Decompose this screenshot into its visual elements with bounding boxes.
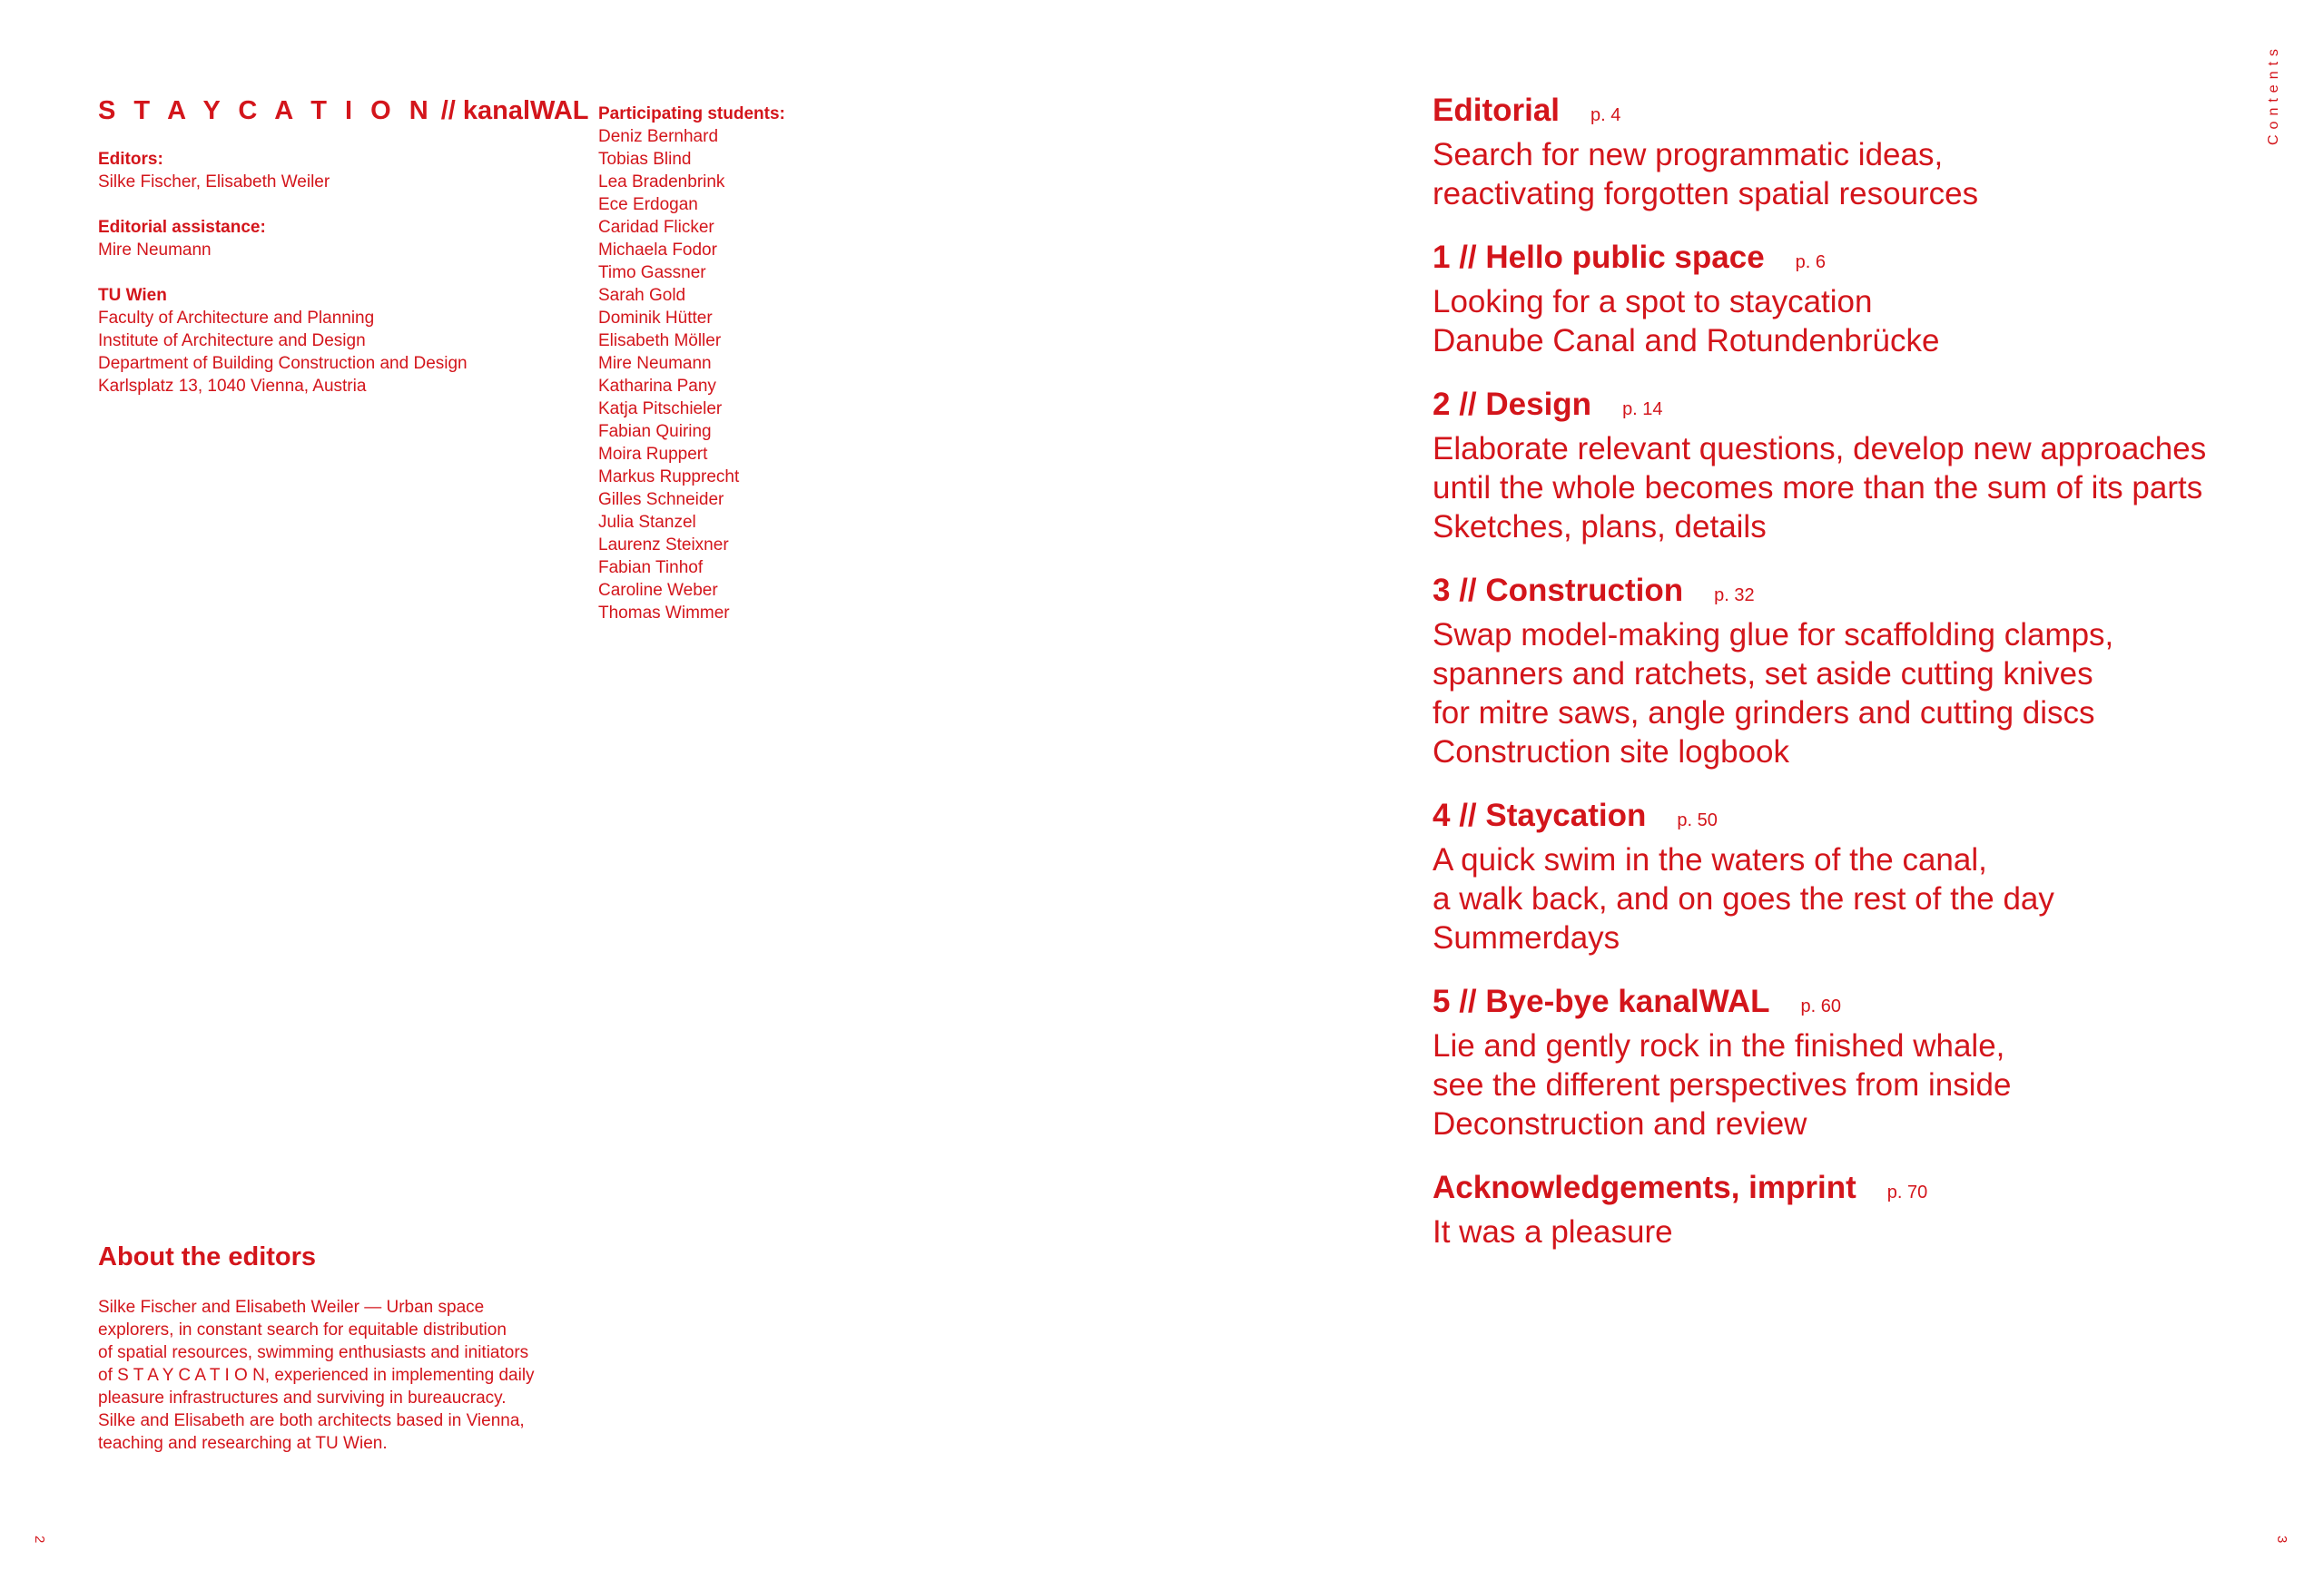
toc-entry-line: Search for new programmatic ideas, <box>1433 137 1944 172</box>
student-name: Gilles Schneider <box>598 490 724 509</box>
assistance-label: Editorial assistance: <box>98 218 266 237</box>
about-line: of spatial resources, swimming enthusiasts and initiators <box>98 1343 529 1362</box>
contents-label: Contents <box>2266 43 2281 145</box>
student-name: Lea Bradenbrink <box>598 172 725 191</box>
toc-entry-head <box>1433 796 2250 840</box>
toc-entry[interactable] <box>1433 571 2250 771</box>
toc-entry-head <box>1433 982 2250 1026</box>
student-name: Mire Neumann <box>598 354 712 373</box>
toc-entry-line: Elaborate relevant questions, develop new approaches <box>1433 431 2207 466</box>
students-label: Participating students: <box>598 104 785 123</box>
student-name: Tobias Blind <box>598 150 692 169</box>
editors-block <box>98 148 330 193</box>
toc-entry-line: Deconstruction and review <box>1433 1106 1807 1142</box>
toc-entry[interactable] <box>1433 796 2250 957</box>
toc-entry-line: for mitre saws, angle grinders and cutting discs <box>1433 695 2095 731</box>
toc-entry-head <box>1433 91 2250 135</box>
toc-entry-head <box>1433 385 2250 429</box>
student-name: Ece Erdogan <box>598 195 698 214</box>
students-block <box>598 103 785 624</box>
toc-entry-description <box>1433 429 2250 546</box>
about-line: explorers, in constant search for equitable distribution <box>98 1320 507 1340</box>
institution-label: TU Wien <box>98 286 167 305</box>
about-line: Silke Fischer and Elisabeth Weiler — Urban space <box>98 1298 485 1317</box>
toc-entry-page: p. 4 <box>1590 105 1621 125</box>
book-title <box>98 96 589 126</box>
editors-names: Silke Fischer, Elisabeth Weiler <box>98 172 330 191</box>
toc-entry[interactable] <box>1433 385 2250 546</box>
toc-entry-line: Lie and gently rock in the finished whale, <box>1433 1028 2005 1064</box>
toc-entry-line: It was a pleasure <box>1433 1214 1673 1250</box>
toc-entry-title: 2 // Design <box>1433 387 1592 422</box>
student-name: Laurenz Steixner <box>598 535 729 555</box>
about-line: pleasure infrastructures and surviving in bureaucracy. <box>98 1389 507 1408</box>
toc-entry-page: p. 60 <box>1800 996 1842 1016</box>
institution-line: Karlsplatz 13, 1040 Vienna, Austria <box>98 377 367 396</box>
student-name: Timo Gassner <box>598 263 706 282</box>
student-name: Sarah Gold <box>598 286 686 305</box>
toc-entry-description <box>1433 840 2250 957</box>
toc-entry-title: 1 // Hello public space <box>1433 240 1765 275</box>
toc-entry-description <box>1433 1212 2250 1251</box>
student-name: Elisabeth Möller <box>598 331 722 350</box>
institution-line: Faculty of Architecture and Planning <box>98 309 375 328</box>
toc-entry-line: a walk back, and on goes the rest of the day <box>1433 881 2054 917</box>
book-title-spaced: S T A Y C A T I O N <box>98 96 434 125</box>
about-text <box>98 1296 588 1455</box>
toc-entry-page: p. 6 <box>1795 252 1827 272</box>
about-line: of S T A Y C A T I O N, experienced in implementing daily <box>98 1366 535 1385</box>
toc-entry-title: 4 // Staycation <box>1433 798 1647 833</box>
student-name: Fabian Quiring <box>598 422 712 441</box>
student-name: Markus Rupprecht <box>598 467 740 486</box>
student-name: Thomas Wimmer <box>598 604 730 623</box>
student-name: Caridad Flicker <box>598 218 714 237</box>
student-name: Dominik Hütter <box>598 309 713 328</box>
toc-entry[interactable] <box>1433 238 2250 360</box>
student-name: Moira Ruppert <box>598 445 708 464</box>
toc-entry[interactable] <box>1433 91 2250 213</box>
toc-entry-page: p. 14 <box>1622 399 1663 419</box>
page-number-right: 3 <box>2274 1536 2290 1544</box>
student-name: Fabian Tinhof <box>598 558 704 577</box>
toc-entry-description <box>1433 615 2250 771</box>
student-name: Katharina Pany <box>598 377 716 396</box>
toc-entry-line: see the different perspectives from inside <box>1433 1067 2012 1103</box>
table-of-contents <box>1433 91 2250 1276</box>
about-heading: About the editors <box>98 1242 317 1271</box>
toc-entry-page: p. 70 <box>1886 1183 1928 1202</box>
about-line: teaching and researching at TU Wien. <box>98 1434 388 1453</box>
toc-entry-head <box>1433 238 2250 282</box>
institution-block <box>98 284 468 398</box>
toc-entry-page: p. 32 <box>1714 585 1755 605</box>
toc-entry-head <box>1433 1168 2250 1212</box>
toc-entry-line: spanners and ratchets, set aside cutting knives <box>1433 656 2093 692</box>
toc-entry-line: Looking for a spot to staycation <box>1433 284 1873 319</box>
about-line: Silke and Elisabeth are both architects based in Vienna, <box>98 1411 525 1430</box>
toc-entry-description <box>1433 1026 2250 1143</box>
toc-entry-line: Danube Canal and Rotundenbrücke <box>1433 323 1940 358</box>
institution-line: Institute of Architecture and Design <box>98 331 366 350</box>
toc-entry-line: Sketches, plans, details <box>1433 509 1767 545</box>
toc-entry-description <box>1433 135 2250 213</box>
toc-entry-title: Editorial <box>1433 93 1561 128</box>
toc-entry-title: 5 // Bye-bye kanalWAL <box>1433 984 1770 1019</box>
students-list <box>598 125 785 624</box>
book-title-rest: // kanalWAL <box>433 96 589 125</box>
toc-entry-line: Summerdays <box>1433 920 1620 956</box>
toc-entry[interactable] <box>1433 1168 2250 1251</box>
student-name: Julia Stanzel <box>598 513 696 532</box>
student-name: Katja Pitschieler <box>598 399 723 418</box>
institution-line: Department of Building Construction and Design <box>98 354 468 373</box>
assistance-name: Mire Neumann <box>98 240 212 260</box>
editors-label: Editors: <box>98 150 163 169</box>
toc-entry-page: p. 50 <box>1677 810 1718 830</box>
toc-entry-line: Swap model-making glue for scaffolding clamps, <box>1433 617 2114 653</box>
student-name: Deniz Bernhard <box>598 127 719 146</box>
page-number-left: 2 <box>32 1536 47 1544</box>
assistance-block <box>98 216 266 261</box>
toc-entry-line: A quick swim in the waters of the canal, <box>1433 842 1987 878</box>
toc-entry-title: Acknowledgements, imprint <box>1433 1170 1856 1205</box>
toc-entry-line: Construction site logbook <box>1433 734 1789 770</box>
toc-entry-description <box>1433 282 2250 360</box>
toc-entry-line: reactivating forgotten spatial resources <box>1433 176 1979 211</box>
student-name: Caroline Weber <box>598 581 718 600</box>
toc-entry-title: 3 // Construction <box>1433 573 1684 608</box>
toc-entry-head <box>1433 571 2250 615</box>
student-name: Michaela Fodor <box>598 240 717 260</box>
toc-entry-line: until the whole becomes more than the sum of its parts <box>1433 470 2203 505</box>
toc-entry[interactable] <box>1433 982 2250 1143</box>
